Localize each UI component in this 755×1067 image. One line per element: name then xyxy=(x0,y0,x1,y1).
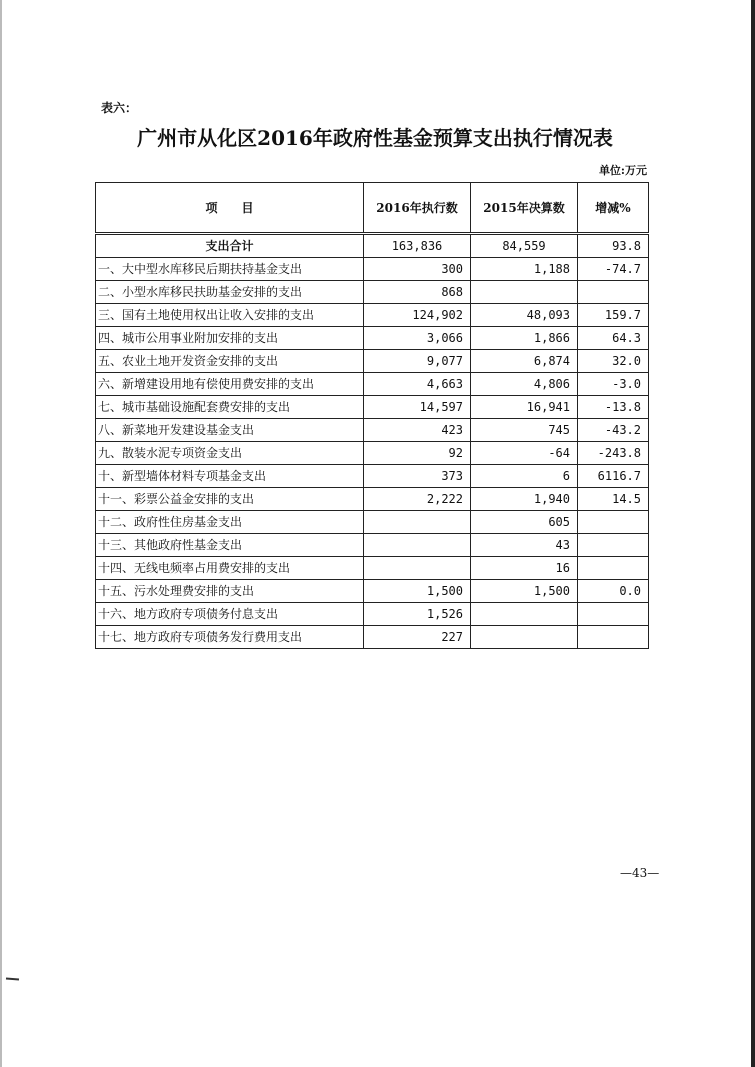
row-change xyxy=(578,534,649,557)
row-2016: 14,597 xyxy=(364,396,471,419)
row-2015 xyxy=(471,603,578,626)
row-name: 六、新增建设用地有偿使用费安排的支出 xyxy=(96,373,364,396)
table-row xyxy=(96,626,649,649)
total-change: 93.8 xyxy=(578,234,649,258)
table-header-row xyxy=(96,183,649,234)
page-title: 广州市从化区2016年政府性基金预算支出执行情况表 xyxy=(137,126,613,150)
scan-edge-left xyxy=(0,0,2,1067)
row-2015: 48,093 xyxy=(471,304,578,327)
table-row xyxy=(96,465,649,488)
row-name: 十二、政府性住房基金支出 xyxy=(96,511,364,534)
row-2016: 4,663 xyxy=(364,373,471,396)
row-change xyxy=(578,626,649,649)
row-name: 十六、地方政府专项债务付息支出 xyxy=(96,603,364,626)
row-2016: 9,077 xyxy=(364,350,471,373)
row-2016: 1,526 xyxy=(364,603,471,626)
row-name: 九、散装水泥专项资金支出 xyxy=(96,442,364,465)
row-2016: 227 xyxy=(364,626,471,649)
row-2015: 1,500 xyxy=(471,580,578,603)
row-2016: 124,902 xyxy=(364,304,471,327)
row-change: 14.5 xyxy=(578,488,649,511)
row-change: 32.0 xyxy=(578,350,649,373)
row-2016 xyxy=(364,511,471,534)
row-2015: 16,941 xyxy=(471,396,578,419)
table-row xyxy=(96,603,649,626)
row-change: 64.3 xyxy=(578,327,649,350)
column-header-change: 增减% xyxy=(578,183,649,234)
table-row xyxy=(96,419,649,442)
table-row xyxy=(96,534,649,557)
row-2015: 605 xyxy=(471,511,578,534)
table-body xyxy=(96,234,649,649)
row-2016: 423 xyxy=(364,419,471,442)
row-name: 一、大中型水库移民后期扶持基金支出 xyxy=(96,258,364,281)
table-row xyxy=(96,488,649,511)
table-row xyxy=(96,327,649,350)
row-2016: 2,222 xyxy=(364,488,471,511)
column-header-2016: 2016年执行数 xyxy=(364,183,471,234)
row-2015: 1,188 xyxy=(471,258,578,281)
table-row xyxy=(96,258,649,281)
row-2015: 1,940 xyxy=(471,488,578,511)
total-row xyxy=(96,234,649,258)
row-name: 十三、其他政府性基金支出 xyxy=(96,534,364,557)
row-2015 xyxy=(471,281,578,304)
scan-edge-right xyxy=(751,0,755,1067)
row-2015: 16 xyxy=(471,557,578,580)
row-2015: 6 xyxy=(471,465,578,488)
row-change: -13.8 xyxy=(578,396,649,419)
row-name: 十一、彩票公益金安排的支出 xyxy=(96,488,364,511)
row-name: 十五、污水处理费安排的支出 xyxy=(96,580,364,603)
row-2015 xyxy=(471,626,578,649)
row-2015: 6,874 xyxy=(471,350,578,373)
row-2016: 300 xyxy=(364,258,471,281)
page-number: —43— xyxy=(620,866,660,880)
row-change: 159.7 xyxy=(578,304,649,327)
table-tag: 表六： xyxy=(101,101,138,115)
row-name: 三、国有土地使用权出让收入安排的支出 xyxy=(96,304,364,327)
row-name: 四、城市公用事业附加安排的支出 xyxy=(96,327,364,350)
row-change: 0.0 xyxy=(578,580,649,603)
total-label: 支出合计 xyxy=(96,234,364,258)
table-row xyxy=(96,350,649,373)
row-change xyxy=(578,511,649,534)
scan-mark xyxy=(6,978,19,981)
row-2016 xyxy=(364,534,471,557)
table-row xyxy=(96,304,649,327)
unit-label: 单位:万元 xyxy=(598,164,647,177)
row-2015: 1,866 xyxy=(471,327,578,350)
row-name: 五、农业土地开发资金安排的支出 xyxy=(96,350,364,373)
row-2016 xyxy=(364,557,471,580)
table-row xyxy=(96,442,649,465)
table-row xyxy=(96,373,649,396)
table-row xyxy=(96,557,649,580)
row-change xyxy=(578,557,649,580)
row-2016: 92 xyxy=(364,442,471,465)
row-change: -3.0 xyxy=(578,373,649,396)
total-2016: 163,836 xyxy=(364,234,471,258)
expenditure-table xyxy=(95,182,649,649)
row-change: -243.8 xyxy=(578,442,649,465)
row-change: -74.7 xyxy=(578,258,649,281)
row-name: 十、新型墙体材料专项基金支出 xyxy=(96,465,364,488)
row-2015: 43 xyxy=(471,534,578,557)
row-2015: 4,806 xyxy=(471,373,578,396)
row-2015: -64 xyxy=(471,442,578,465)
row-name: 十四、无线电频率占用费安排的支出 xyxy=(96,557,364,580)
column-header-2015: 2015年决算数 xyxy=(471,183,578,234)
table-row xyxy=(96,396,649,419)
row-change xyxy=(578,603,649,626)
table-row xyxy=(96,511,649,534)
row-change: 6116.7 xyxy=(578,465,649,488)
row-2016: 868 xyxy=(364,281,471,304)
total-2015: 84,559 xyxy=(471,234,578,258)
row-name: 八、新菜地开发建设基金支出 xyxy=(96,419,364,442)
row-2016: 373 xyxy=(364,465,471,488)
table-row xyxy=(96,580,649,603)
row-name: 七、城市基础设施配套费安排的支出 xyxy=(96,396,364,419)
row-change xyxy=(578,281,649,304)
row-name: 二、小型水库移民扶助基金安排的支出 xyxy=(96,281,364,304)
row-name: 十七、地方政府专项债务发行费用支出 xyxy=(96,626,364,649)
row-2016: 1,500 xyxy=(364,580,471,603)
row-change: -43.2 xyxy=(578,419,649,442)
table-row xyxy=(96,281,649,304)
row-2016: 3,066 xyxy=(364,327,471,350)
column-header-item: 项 目 xyxy=(96,183,364,234)
row-2015: 745 xyxy=(471,419,578,442)
